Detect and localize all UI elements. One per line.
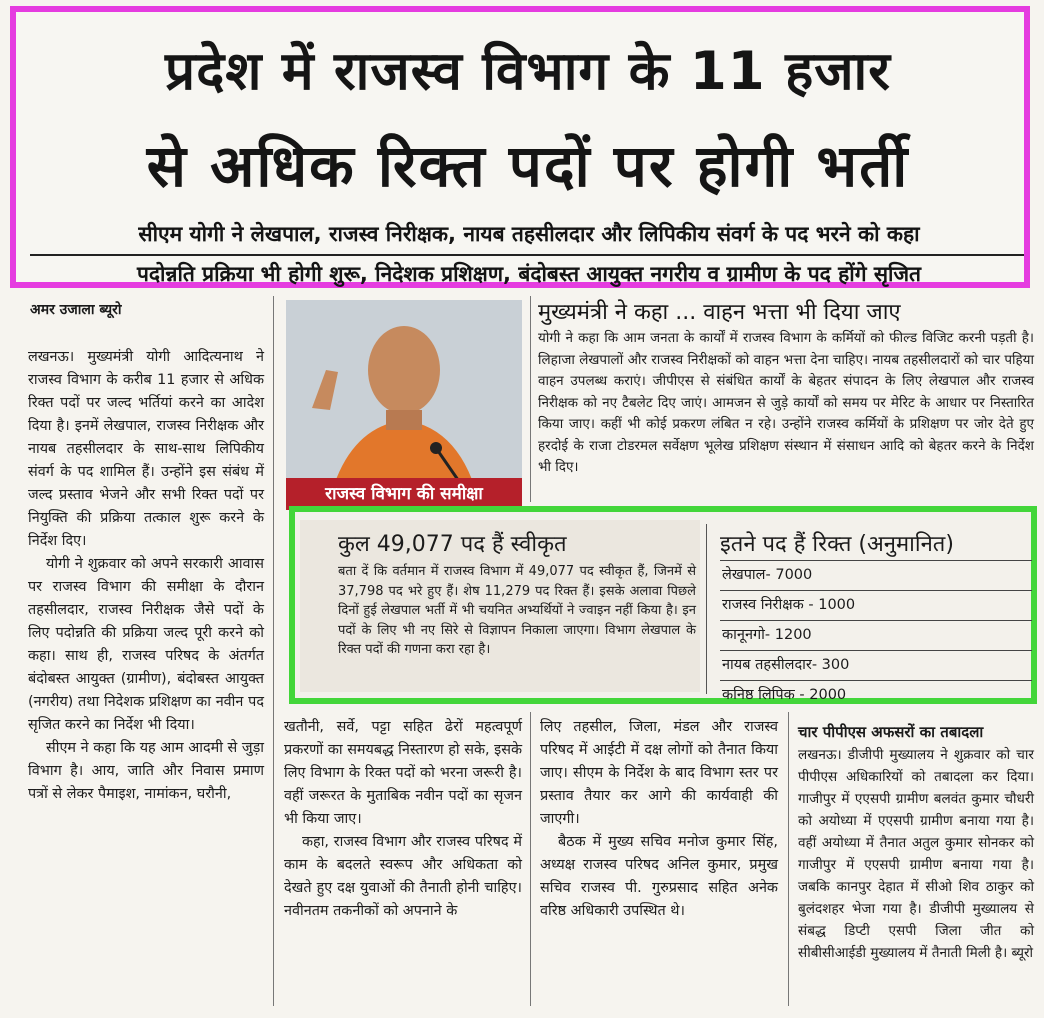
transfer-news-body: लखनऊ। डीजीपी मुख्यालय ने शुक्रवार को चार पीपीएस अधिकारियों को तबादला कर दिया। गाजीपुर में एएसपी ग्रामीण बलवंत कुमार चौधरी को अयोध्या में एएसपी ग्रामीण बनाया गया है। वहीं अयोध्या में तैनात अतुल कुमार सोनकर को गाजीपुर में एएसपी ग्रामीण बनाया गया है। जबकि कानपुर देहात में सीओ शिव ठाकुर को बुलंदशहर भेजा गया है। डीजीपी मुख्यालय से संबद्ध डिप्टी एसपी जिला जीत को सीबीसीआईडी मुख्यालय में तैनाती मिली है। ब्यूरो bbox=[798, 747, 1034, 961]
person-photo-icon bbox=[286, 300, 522, 506]
side-article-title: मुख्यमंत्री ने कहा ... वाहन भत्ता भी दिया जाए bbox=[538, 300, 901, 325]
article-paragraph: खतौनी, सर्वे, पट्टा सहित ढेरों महत्वपूर्ण प्रकरणों का समयबद्ध निस्तारण हो सके, इसके लिए विभाग के रिक्त पदों को भरना जरूरी है। वहीं जरूरत के मुताबिक नवीन पदों का सृजन भी किया जाए। bbox=[284, 719, 522, 827]
cm-photo bbox=[286, 300, 522, 506]
sanctioned-posts-body: बता दें कि वर्तमान में राजस्व विभाग में 49,077 पद स्वीकृत हैं, जिनमें से 37,798 पद भरे हुए हैं। शेष 11,279 पद रिक्त हैं। इसके अलावा पिछले दिनों हुई लेखपाल भर्ती में भी चयनित अभ्यर्थियों ने ज्वाइन नहीं किया है। इन पदों के लिए भी नए सिरे से विज्ञापन निकाला जाएगा। विभाग लेखपाल के रिक्त पदों की गणना करा रहा है। bbox=[338, 564, 696, 657]
vacancy-row: लेखपाल- 7000 bbox=[720, 560, 1032, 590]
column-divider bbox=[273, 296, 274, 1006]
article-paragraph: लखनऊ। मुख्यमंत्री योगी आदित्यनाथ ने राजस्व विभाग के करीब 11 हजार से अधिक रिक्त पदों पर जल्द भर्तियां करने का आदेश दिया है। इनमें लेखपाल, राजस्व निरीक्षक और नायब तहसीलदार के साथ-साथ लिपिकीय संवर्ग के पद शामिल हैं। उन्होंने इस संबंध में जल्द प्रस्ताव भेजने और सभी रिक्त पदों पर नियुक्ति की प्रक्रिया तत्काल शुरू करने के निर्देश दिए। bbox=[28, 349, 264, 549]
byline: अमर उजाला ब्यूरो bbox=[30, 302, 122, 318]
article-paragraph: बैठक में मुख्य सचिव मनोज कुमार सिंह, अध्यक्ष राजस्व परिषद अनिल कुमार, प्रमुख सचिव राजस्व पी. गुरुप्रसाद सहित अनेक वरिष्ठ अधिकारी उपस्थित थे। bbox=[540, 834, 778, 919]
article-column-3 bbox=[540, 716, 778, 923]
headline-line-2: से अधिक रिक्त पदों पर होगी भर्ती bbox=[146, 132, 910, 200]
box-divider bbox=[706, 524, 707, 694]
subheadline-divider bbox=[30, 254, 1024, 256]
vacancy-row: कानूनगो- 1200 bbox=[720, 620, 1032, 650]
article-paragraph: योगी ने शुक्रवार को अपने सरकारी आवास पर राजस्व विभाग की समीक्षा के दौरान तहसीलदार, राजस्व निरीक्षक जैसे पदों के लिए पदोन्नति की प्रक्रिया जल्द पूरी करने को कहा। साथ ही, राजस्व परिषद के अंतर्गत बंदोबस्त आयुक्त (ग्रामीण), बंदोबस्त आयुक्त (नगरीय) तथा निदेशक प्रशिक्षण का नवीन पद सृजित करने का निर्देश भी दिया। bbox=[28, 556, 264, 733]
vacancy-row: कनिष्ठ लिपिक - 2000 bbox=[720, 680, 1032, 710]
headline-box bbox=[10, 6, 1030, 288]
article-paragraph: लिए तहसील, जिला, मंडल और राजस्व परिषद में आईटी में दक्ष लोगों को तैनात किया जाए। सीएम के निर्देश के बाद विभाग स्तर पर प्रस्ताव तैयार कर आगे की कार्यवाही की जाएगी। bbox=[540, 719, 778, 827]
article-paragraph: सीएम ने कहा कि यह आम आदमी से जुड़ा विभाग है। आय, जाति और निवास प्रमाण पत्रों से लेकर पैमाइश, नामांकन, घरौनी, bbox=[28, 740, 264, 802]
photo-caption: राजस्व विभाग की समीक्षा bbox=[286, 478, 522, 510]
vacancies-list bbox=[720, 560, 1032, 710]
column-divider bbox=[788, 712, 789, 1006]
transfer-news-title: चार पीपीएस अफसरों का तबादला bbox=[798, 723, 984, 741]
subheadline-2: पदोन्नति प्रक्रिया भी होगी शुरू, निदेशक प्रशिक्षण, बंदोबस्त आयुक्त नगरीय व ग्रामीण के पद होंगे सृजित bbox=[136, 262, 922, 286]
article-column-1 bbox=[28, 346, 264, 806]
column-divider bbox=[530, 712, 531, 1006]
sanctioned-posts-title: कुल 49,077 पद हैं स्वीकृत bbox=[338, 532, 567, 557]
side-article-body: योगी ने कहा कि आम जनता के कार्यों में राजस्व विभाग के कर्मियों को फील्ड विजिट करनी पड़ती है। लिहाजा लेखपालों और राजस्व निरीक्षकों को वाहन भत्ता देना चाहिए। नायब तहसीलदारों को चार पहिया वाहन उपलब्ध कराएं। जीपीएस से संबंधित कार्यों के बेहतर संपादन के लिए लेखपाल और राजस्व निरीक्षक को नए टैबलेट दिए जाएं। आमजन से जुड़े कार्यों को समय पर मेरिट के आधार पर निस्तारित किया जाए। कहीं भी कोई प्रकरण लंबित न रहे। उन्होंने राजस्व कर्मियों के प्रशिक्षण पर जोर देते हुए हरदोई के राजा टोडरमल सर्वेक्षण भूलेख प्रशिक्षण संस्थान में संसाधन आदि को बेहतर करने के निर्देश भी दिए। bbox=[538, 330, 1034, 475]
headline-line-1: प्रदेश में राजस्व विभाग के 11 हजार bbox=[165, 41, 891, 102]
column-divider bbox=[530, 296, 531, 502]
subheadline-1: सीएम योगी ने लेखपाल, राजस्व निरीक्षक, नायब तहसीलदार और लिपिकीय संवर्ग के पद भरने को कहा bbox=[138, 222, 920, 246]
article-column-2 bbox=[284, 716, 522, 923]
vacancy-row: नायब तहसीलदार- 300 bbox=[720, 650, 1032, 680]
vacancies-title: इतने पद हैं रिक्त (अनुमानित) bbox=[720, 532, 954, 557]
article-paragraph: कहा, राजस्व विभाग और राजस्व परिषद में काम के बदलते स्वरूप और अधिकता को देखते हुए दक्ष युवाओं की तैनाती होनी चाहिए। नवीनतम तकनीकों को अपनाने के bbox=[284, 834, 522, 919]
vacancy-row: राजस्व निरीक्षक - 1000 bbox=[720, 590, 1032, 620]
